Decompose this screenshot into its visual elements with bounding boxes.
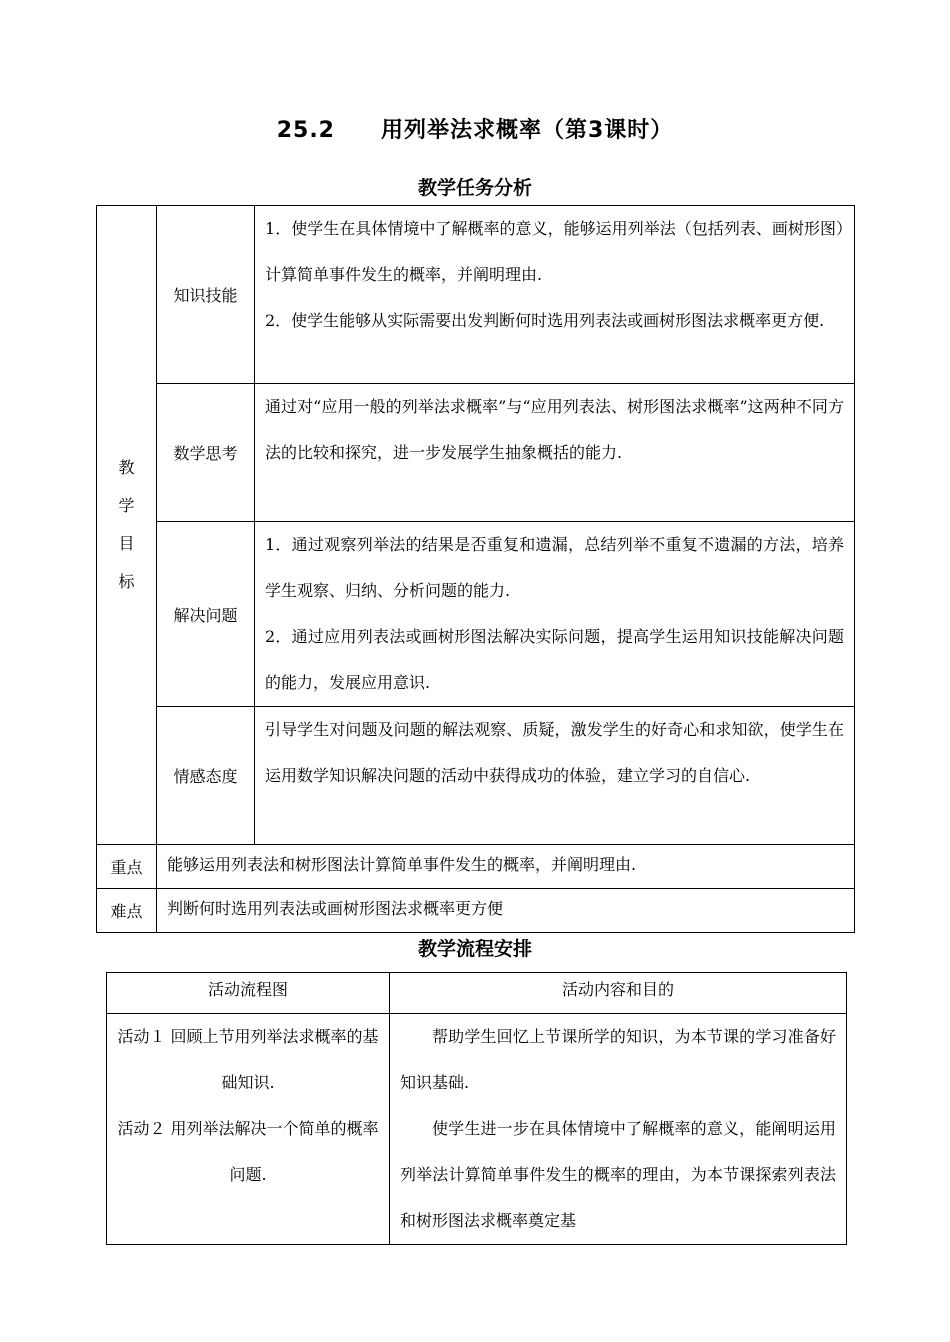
category-attitude: 情感态度 [157, 707, 255, 845]
activity-purpose-cell [390, 1014, 847, 1245]
vertical-label-char: 标 [118, 572, 135, 591]
activity-item: 活动２ 用列举法解决一个简单的概率问题. [117, 1119, 379, 1184]
vertical-label-char: 学 [118, 496, 135, 515]
flow-header-left: 活动流程图 [107, 973, 390, 1014]
goal-paragraph: 通过对“应用一般的列举法求概率”与“应用列表法、树形图法求概率”这两种不同方法的比较和探究，进一步发展学生抽象概括的能力. [265, 397, 844, 462]
category-math-thinking: 数学思考 [157, 384, 255, 522]
goal-content-knowledge-skills [255, 206, 855, 384]
teaching-goals-table [96, 205, 855, 933]
teaching-goals-label [97, 206, 157, 845]
section-heading-task-analysis: 教学任务分析 [417, 177, 532, 199]
key-point-text: 能够运用列表法和树形图法计算简单事件发生的概率，并阐明理由. [157, 845, 855, 889]
goal-content-attitude [255, 707, 855, 845]
vertical-label-char: 目 [118, 534, 135, 553]
flow-header-right: 活动内容和目的 [390, 973, 847, 1014]
difficulty-label: 难点 [97, 889, 157, 933]
purpose-paragraph: 帮助学生回忆上节课所学的知识，为本节课的学习准备好知识基础. [400, 1027, 836, 1092]
category-knowledge-skills: 知识技能 [157, 206, 255, 384]
category-problem-solving: 解决问题 [157, 522, 255, 707]
key-point-label: 重点 [97, 845, 157, 889]
section-heading-flow: 教学流程安排 [417, 938, 532, 960]
vertical-label-char: 教 [118, 458, 135, 477]
teaching-flow-table [106, 972, 847, 1245]
goal-paragraph: 引导学生对问题及问题的解法观察、质疑，激发学生的好奇心和求知欲，使学生在运用数学知识解决问题的活动中获得成功的体验，建立学习的自信心. [265, 720, 844, 785]
purpose-paragraph: 使学生进一步在具体情境中了解概率的意义，能阐明运用列举法计算简单事件发生的概率的理由，为本节课探索列表法和树形图法求概率奠定基 [400, 1119, 836, 1230]
goal-content-problem-solving [255, 522, 855, 707]
activity-item: 活动１ 回顾上节用列举法求概率的基础知识. [117, 1027, 379, 1092]
goal-paragraph: 1．通过观察列举法的结果是否重复和遗漏，总结列举不重复不遗漏的方法，培养学生观察、归纳、分析问题的能力. [265, 535, 844, 600]
goal-paragraph: 2．通过应用列表法或画树形图法解决实际问题，提高学生运用知识技能解决问题的能力，发展应用意识. [265, 627, 844, 692]
goal-paragraph: 2．使学生能够从实际需要出发判断何时选用列表法或画树形图法求概率更方便. [265, 311, 825, 330]
activity-flow-cell [107, 1014, 390, 1245]
goal-paragraph: 1．使学生在具体情境中了解概率的意义，能够运用列举法（包括列表、画树形图）计算简单事件发生的概率，并阐明理由. [265, 219, 844, 284]
page-title: 25.2 用列举法求概率（第3课时） [276, 118, 674, 143]
goal-content-math-thinking [255, 384, 855, 522]
difficulty-text: 判断何时选用列表法或画树形图法求概率更方便 [157, 889, 855, 933]
